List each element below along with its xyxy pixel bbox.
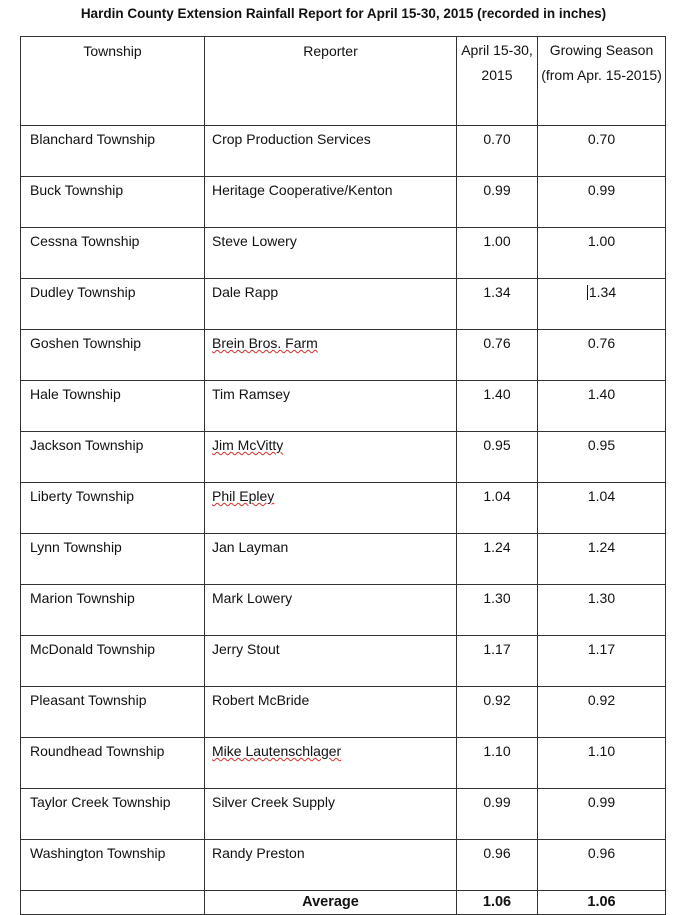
reporter-cell — [205, 483, 457, 534]
season-rainfall-cell: 0.76 — [538, 330, 666, 381]
season-rainfall-cell: 1.04 — [538, 483, 666, 534]
table-row — [21, 585, 666, 636]
township-cell: Marion Township — [21, 585, 205, 636]
reporter-cell — [205, 738, 457, 789]
table-row — [21, 381, 666, 432]
township-cell: Cessna Township — [21, 228, 205, 279]
average-season-value: 1.06 — [538, 891, 666, 915]
township-cell: Jackson Township — [21, 432, 205, 483]
table-row — [21, 738, 666, 789]
table-row — [21, 840, 666, 891]
period-rainfall-cell: 0.99 — [457, 789, 538, 840]
period-rainfall-cell: 1.10 — [457, 738, 538, 789]
period-rainfall-cell: 0.95 — [457, 432, 538, 483]
period-rainfall-cell: 0.92 — [457, 687, 538, 738]
rainfall-table — [20, 36, 666, 915]
average-empty-cell — [21, 891, 205, 915]
header-row — [21, 37, 666, 126]
reporter-cell: Jan Layman — [205, 534, 457, 585]
header-april-15-30: April 15-30, 2015 — [457, 37, 538, 126]
season-rainfall-cell: 0.92 — [538, 687, 666, 738]
table-row — [21, 330, 666, 381]
table-row — [21, 126, 666, 177]
reporter-name-spellcheck[interactable]: Brein Bros. Farm — [212, 335, 318, 351]
reporter-cell: Jerry Stout — [205, 636, 457, 687]
period-rainfall-cell: 1.30 — [457, 585, 538, 636]
reporter-cell — [205, 330, 457, 381]
reporter-name-spellcheck[interactable]: Jim McVitty — [212, 437, 284, 453]
text-cursor — [587, 285, 588, 300]
township-cell: Hale Township — [21, 381, 205, 432]
report-title: Hardin County Extension Rainfall Report for April 15-30, 2015 (recorded in inches) — [80, 6, 607, 21]
period-rainfall-cell: 0.99 — [457, 177, 538, 228]
period-rainfall-cell: 1.00 — [457, 228, 538, 279]
reporter-cell: Crop Production Services — [205, 126, 457, 177]
season-rainfall-cell: 1.24 — [538, 534, 666, 585]
season-rainfall-cell[interactable] — [538, 279, 666, 330]
township-cell: Dudley Township — [21, 279, 205, 330]
reporter-cell: Steve Lowery — [205, 228, 457, 279]
header-township: Township — [21, 37, 205, 126]
township-cell: Lynn Township — [21, 534, 205, 585]
header-growing-season: Growing Season (from Apr. 15-2015) — [538, 37, 666, 126]
reporter-cell: Tim Ramsey — [205, 381, 457, 432]
period-rainfall-cell: 1.40 — [457, 381, 538, 432]
township-cell: Taylor Creek Township — [21, 789, 205, 840]
season-rainfall-cell: 0.99 — [538, 177, 666, 228]
reporter-cell — [205, 432, 457, 483]
table-row — [21, 279, 666, 330]
average-row — [21, 891, 666, 915]
average-label: Average — [205, 891, 457, 915]
season-rainfall-cell: 1.00 — [538, 228, 666, 279]
season-rainfall-cell: 1.17 — [538, 636, 666, 687]
average-period-value: 1.06 — [457, 891, 538, 915]
table-row — [21, 177, 666, 228]
season-rainfall-cell: 0.95 — [538, 432, 666, 483]
table-row — [21, 483, 666, 534]
table-row — [21, 636, 666, 687]
table-row — [21, 432, 666, 483]
period-rainfall-cell: 1.04 — [457, 483, 538, 534]
season-rainfall-cell: 1.40 — [538, 381, 666, 432]
reporter-cell: Heritage Cooperative/Kenton — [205, 177, 457, 228]
reporter-name-spellcheck[interactable]: Phil Epley — [212, 488, 275, 504]
season-rainfall-cell: 0.96 — [538, 840, 666, 891]
reporter-cell: Robert McBride — [205, 687, 457, 738]
period-rainfall-cell: 1.17 — [457, 636, 538, 687]
reporter-cell: Mark Lowery — [205, 585, 457, 636]
season-rainfall-cell: 1.30 — [538, 585, 666, 636]
table-row — [21, 687, 666, 738]
period-rainfall-cell: 0.76 — [457, 330, 538, 381]
township-cell: Goshen Township — [21, 330, 205, 381]
table-row — [21, 534, 666, 585]
reporter-cell: Silver Creek Supply — [205, 789, 457, 840]
reporter-cell: Dale Rapp — [205, 279, 457, 330]
table-row — [21, 228, 666, 279]
season-rainfall-cell: 1.10 — [538, 738, 666, 789]
township-cell: Washington Township — [21, 840, 205, 891]
township-cell: Buck Township — [21, 177, 205, 228]
period-rainfall-cell: 0.70 — [457, 126, 538, 177]
period-rainfall-cell: 1.34 — [457, 279, 538, 330]
header-reporter: Reporter — [205, 37, 457, 126]
township-cell: Pleasant Township — [21, 687, 205, 738]
township-cell: McDonald Township — [21, 636, 205, 687]
township-cell: Liberty Township — [21, 483, 205, 534]
season-rainfall-cell: 0.99 — [538, 789, 666, 840]
reporter-name-spellcheck[interactable]: Mike Lautenschlager — [212, 743, 342, 759]
reporter-cell: Randy Preston — [205, 840, 457, 891]
period-rainfall-cell: 0.96 — [457, 840, 538, 891]
township-cell: Roundhead Township — [21, 738, 205, 789]
township-cell: Blanchard Township — [21, 126, 205, 177]
season-rainfall-value: 1.34 — [588, 284, 617, 300]
period-rainfall-cell: 1.24 — [457, 534, 538, 585]
season-rainfall-cell: 0.70 — [538, 126, 666, 177]
